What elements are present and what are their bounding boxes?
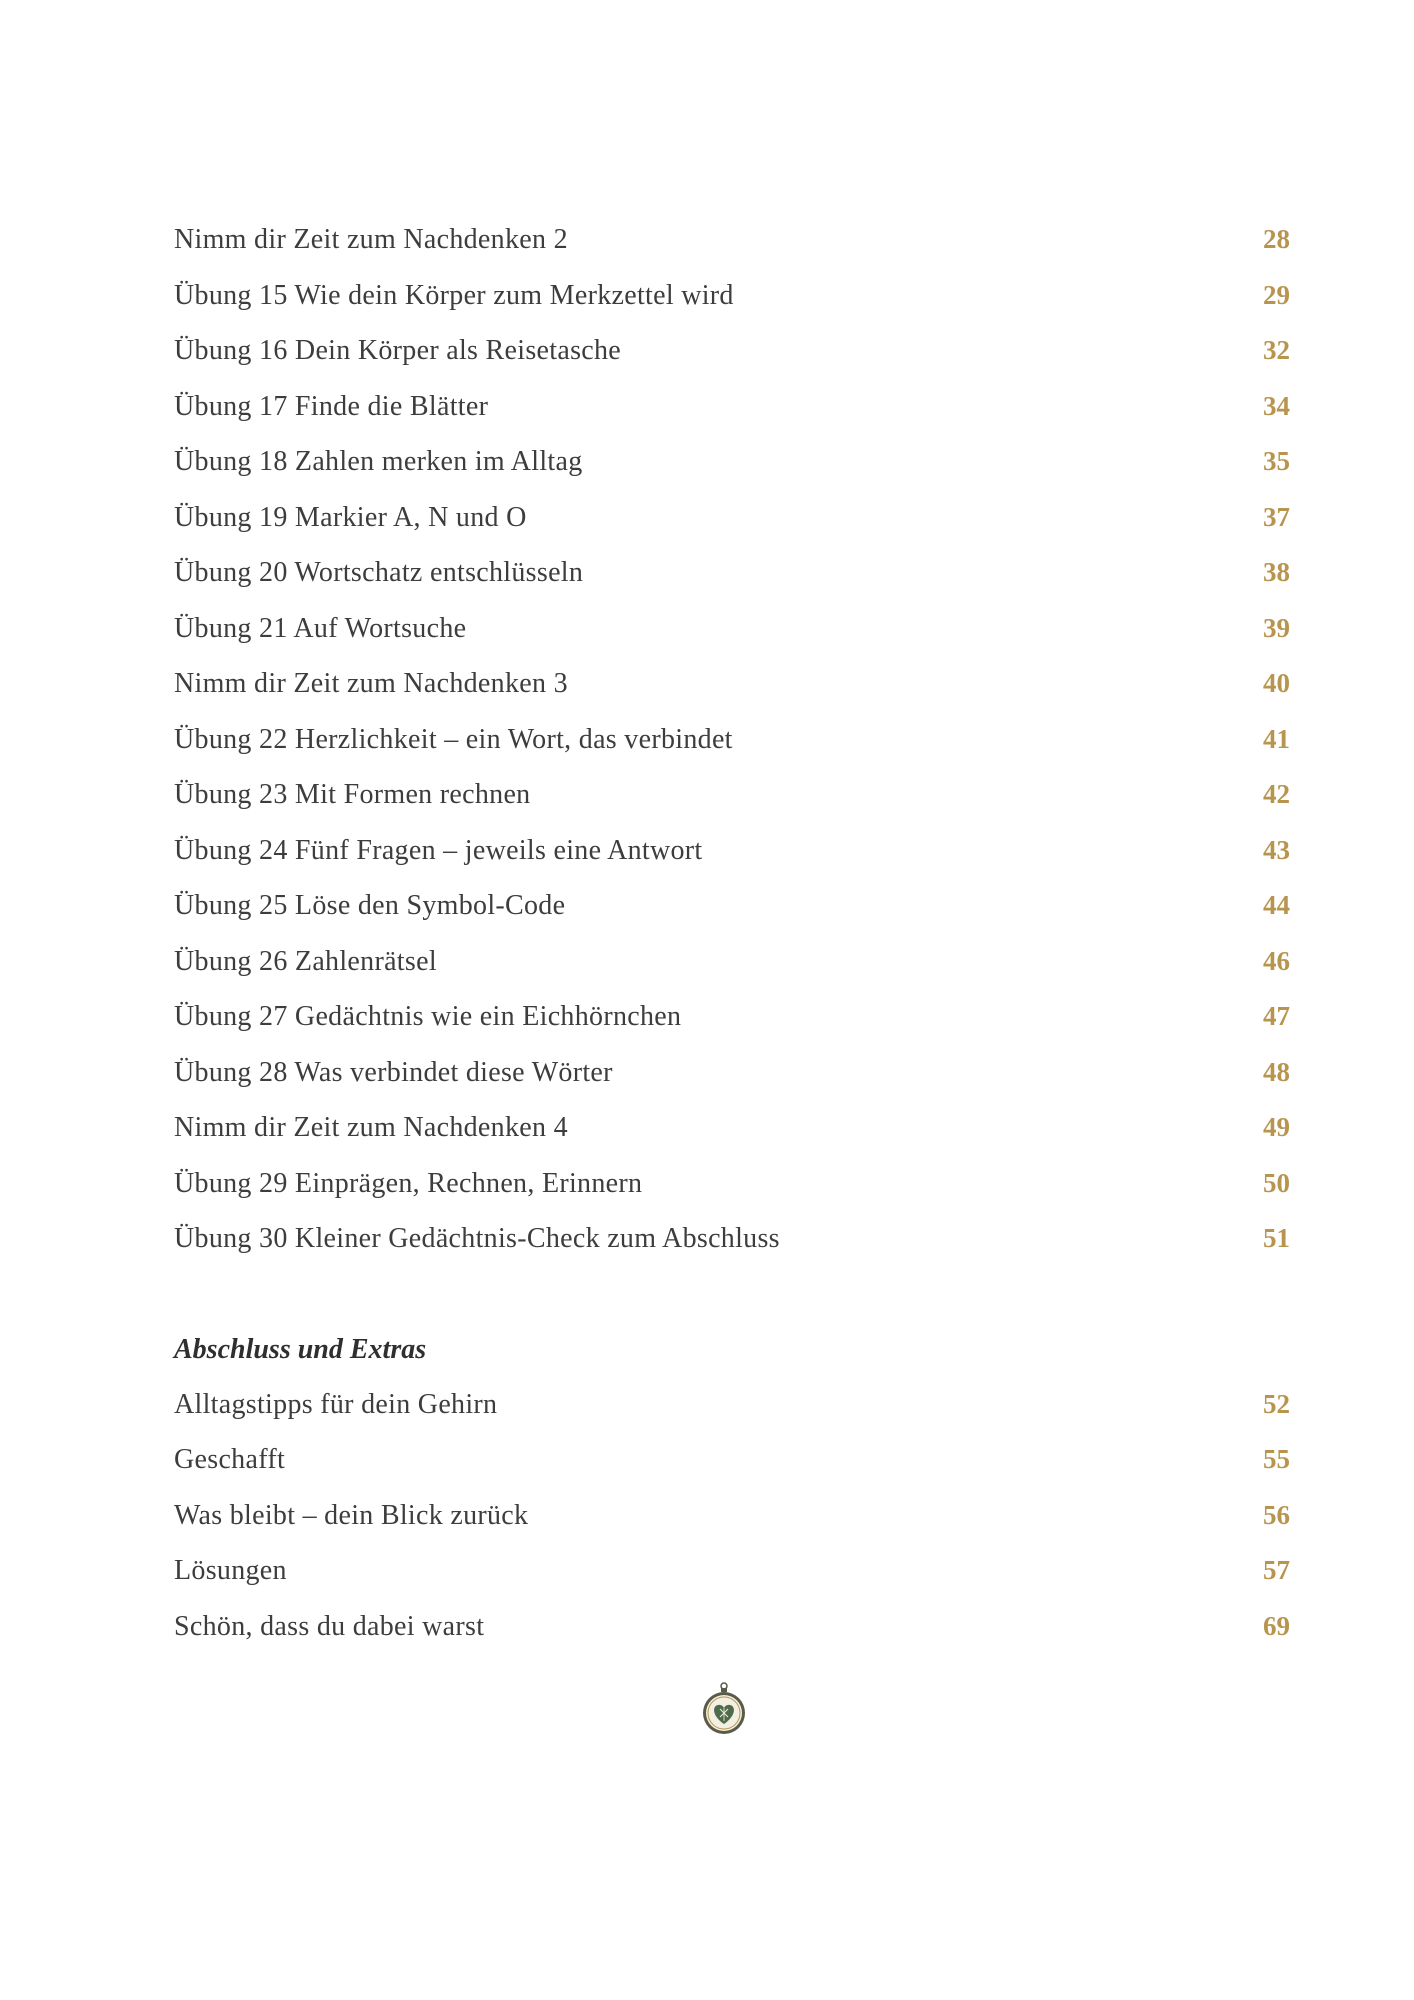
toc-entry-title: Lösungen xyxy=(174,1555,287,1586)
toc-entry-title: Übung 19 Markier A, N und O xyxy=(174,501,527,533)
toc-entry-page-number: 29 xyxy=(1263,279,1290,310)
toc-entry-page-number: 48 xyxy=(1263,1056,1290,1087)
toc-entry-title: Übung 24 Fünf Fragen – jeweils eine Antwort xyxy=(174,834,703,866)
toc-entry-title: Was bleibt – dein Blick zurück xyxy=(174,1499,529,1531)
toc-entry-page-number: 28 xyxy=(1263,224,1290,254)
toc-entry xyxy=(174,878,1290,934)
toc-entry-title: Übung 22 Herzlichkeit – ein Wort, das verbindet xyxy=(174,723,733,755)
toc-entry-title: Übung 29 Einprägen, Rechnen, Erinnern xyxy=(174,1167,643,1199)
toc-entry-page-number: 44 xyxy=(1263,890,1290,920)
toc-entry-title: Übung 27 Gedächtnis wie ein Eichhörnchen xyxy=(174,1001,682,1032)
extras-section xyxy=(174,1322,1290,1655)
toc-entry-page-number: 69 xyxy=(1263,1610,1290,1641)
toc-entry xyxy=(174,434,1290,490)
toc-entry-title: Übung 20 Wortschatz entschlüsseln xyxy=(174,557,584,588)
toc-entry xyxy=(174,545,1290,601)
toc-entry-title: Übung 15 Wie dein Körper zum Merkzettel wird xyxy=(174,279,734,311)
toc-entry-page-number: 51 xyxy=(1263,1223,1290,1253)
toc-entry xyxy=(174,1488,1290,1544)
toc-entry-title: Nimm dir Zeit zum Nachdenken 2 xyxy=(174,224,568,255)
toc-entry xyxy=(174,989,1290,1045)
toc-entry xyxy=(174,601,1290,657)
toc-entry-title: Übung 16 Dein Körper als Reisetasche xyxy=(174,335,622,366)
toc-entry xyxy=(174,1156,1290,1212)
toc-entry-title: Übung 18 Zahlen merken im Alltag xyxy=(174,446,583,477)
toc-entry-page-number: 55 xyxy=(1263,1444,1290,1474)
toc-entry xyxy=(174,823,1290,879)
toc-entry-page-number: 42 xyxy=(1263,779,1290,809)
toc-entry-page-number: 46 xyxy=(1263,945,1290,976)
toc-entry xyxy=(174,268,1290,324)
toc-entry-title: Nimm dir Zeit zum Nachdenken 4 xyxy=(174,1112,568,1143)
toc-entry-page-number: 35 xyxy=(1263,446,1290,476)
toc-entry xyxy=(174,767,1290,823)
toc-entry-page-number: 34 xyxy=(1263,390,1290,421)
toc-entry-title: Übung 26 Zahlenrätsel xyxy=(174,945,437,977)
toc-list xyxy=(174,212,1290,1267)
toc-entry xyxy=(174,1045,1290,1101)
toc-entry xyxy=(174,1100,1290,1156)
table-of-contents xyxy=(174,212,1290,1654)
toc-entry xyxy=(174,656,1290,712)
toc-entry-page-number: 41 xyxy=(1263,723,1290,754)
toc-entry-page-number: 52 xyxy=(1263,1388,1290,1419)
toc-entry-page-number: 32 xyxy=(1263,335,1290,365)
toc-entry xyxy=(174,212,1290,268)
toc-entry-title: Nimm dir Zeit zum Nachdenken 3 xyxy=(174,668,568,699)
toc-entry xyxy=(174,1599,1290,1655)
toc-entry-title: Alltagstipps für dein Gehirn xyxy=(174,1388,498,1420)
toc-entry-page-number: 43 xyxy=(1263,834,1290,865)
toc-entry xyxy=(174,490,1290,546)
toc-entry xyxy=(174,934,1290,990)
toc-entry-page-number: 50 xyxy=(1263,1167,1290,1198)
extras-list xyxy=(174,1377,1290,1655)
toc-entry-page-number: 39 xyxy=(1263,612,1290,643)
toc-entry-title: Übung 17 Finde die Blätter xyxy=(174,390,489,422)
toc-entry-page-number: 38 xyxy=(1263,557,1290,587)
toc-entry xyxy=(174,712,1290,768)
toc-entry-title: Übung 23 Mit Formen rechnen xyxy=(174,779,531,810)
section-heading: Abschluss und Extras xyxy=(174,1333,427,1365)
toc-entry-page-number: 56 xyxy=(1263,1499,1290,1530)
toc-entry-page-number: 49 xyxy=(1263,1112,1290,1142)
toc-entry-title: Schön, dass du dabei warst xyxy=(174,1610,485,1642)
heart-pendant-icon xyxy=(700,1682,748,1738)
toc-entry-page-number: 57 xyxy=(1263,1555,1290,1585)
toc-entry-title: Übung 21 Auf Wortsuche xyxy=(174,612,467,644)
toc-entry-title: Übung 30 Kleiner Gedächtnis-Check zum Abschluss xyxy=(174,1223,780,1254)
toc-entry-page-number: 37 xyxy=(1263,501,1290,532)
toc-entry xyxy=(174,1543,1290,1599)
toc-entry xyxy=(174,1377,1290,1433)
toc-entry xyxy=(174,323,1290,379)
toc-entry xyxy=(174,1432,1290,1488)
toc-entry-page-number: 40 xyxy=(1263,668,1290,698)
toc-entry-page-number: 47 xyxy=(1263,1001,1290,1031)
toc-entry xyxy=(174,379,1290,435)
toc-entry-title: Übung 25 Löse den Symbol-Code xyxy=(174,890,566,921)
toc-entry-title: Übung 28 Was verbindet diese Wörter xyxy=(174,1056,613,1088)
toc-entry-title: Geschafft xyxy=(174,1444,286,1475)
toc-entry xyxy=(174,1211,1290,1267)
